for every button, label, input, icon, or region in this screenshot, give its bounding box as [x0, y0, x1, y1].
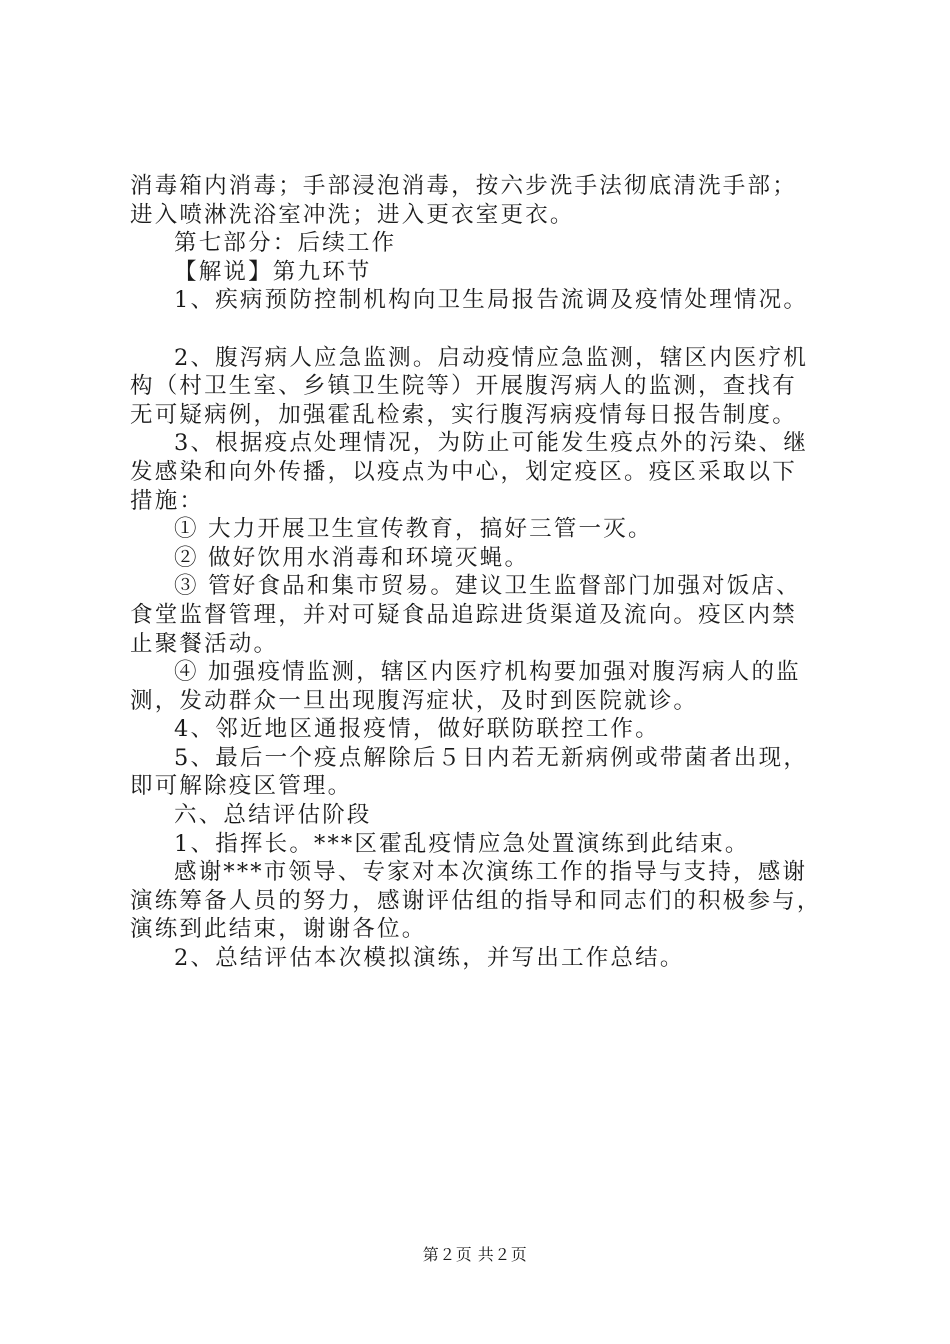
paragraph-line: 测，发动群众一旦出现腹泻症状，及时到医院就诊。 [130, 687, 699, 714]
paragraph-line: 2、腹泻病人应急监测。启动疫情应急监测，辖区内医疗机 [174, 344, 809, 371]
paragraph-line: 5、最后一个疫点解除后５日内若无新病例或带菌者出现， [174, 744, 809, 771]
paragraph-line: 止聚餐活动。 [130, 630, 279, 657]
list-item: ② 做好饮用水消毒和环境灭蝇。 [174, 544, 530, 571]
blank-line [130, 315, 830, 344]
paragraph-line: 3、根据疫点处理情况，为防止可能发生疫点外的污染、继 [174, 430, 809, 457]
paragraph-line: 感谢***市领导、专家对本次演练工作的指导与支持，感谢 [174, 859, 808, 886]
section-heading: 第七部分：后续工作 [174, 230, 397, 257]
narration-heading: 【解说】第九环节 [174, 258, 372, 285]
paragraph-line: 2、总结评估本次模拟演练，并写出工作总结。 [174, 945, 685, 972]
paragraph-line: 食堂监督管理，并对可疑食品追踪进货渠道及流向。疫区内禁 [130, 601, 797, 628]
paragraph-line: 演练到此结束，谢谢各位。 [130, 916, 427, 943]
paragraph-line: 即可解除疫区管理。 [130, 773, 353, 800]
paragraph-line: 措施： [130, 487, 205, 514]
paragraph-line: 进入喷淋洗浴室冲洗；进入更衣室更衣。 [130, 201, 575, 228]
list-item: ① 大力开展卫生宣传教育，搞好三管一灭。 [174, 516, 653, 543]
paragraph-line: 构（村卫生室、乡镇卫生院等）开展腹泻病人的监测，查找有 [130, 373, 797, 400]
section-heading: 六、总结评估阶段 [174, 802, 372, 829]
list-item: ④ 加强疫情监测，辖区内医疗机构要加强对腹泻病人的监 [174, 659, 801, 686]
paragraph-line: 1、指挥长。***区霍乱疫情应急处置演练到此结束。 [174, 830, 750, 857]
paragraph-line: 演练筹备人员的努力，感谢评估组的指导和同志们的积极参与， [130, 887, 822, 914]
paragraph-line: 发感染和向外传播，以疫点为中心，划定疫区。疫区采取以下 [130, 458, 797, 485]
paragraph-line: 1、疾病预防控制机构向卫生局报告流调及疫情处理情况。 [174, 287, 809, 314]
paragraph-line: 消毒箱内消毒；手部浸泡消毒，按六步洗手法彻底清洗手部； [130, 173, 797, 199]
page-footer: 第２页 共２页 [422, 1245, 528, 1264]
list-item: ③ 管好食品和集市贸易。建议卫生监督部门加强对饭店、 [174, 573, 801, 600]
paragraph-line: 4、邻近地区通报疫情，做好联防联控工作。 [174, 716, 660, 743]
paragraph-line: 无可疑病例，加强霍乱检索，实行腹泻病疫情每日报告制度。 [130, 401, 797, 428]
document-body [130, 172, 830, 973]
